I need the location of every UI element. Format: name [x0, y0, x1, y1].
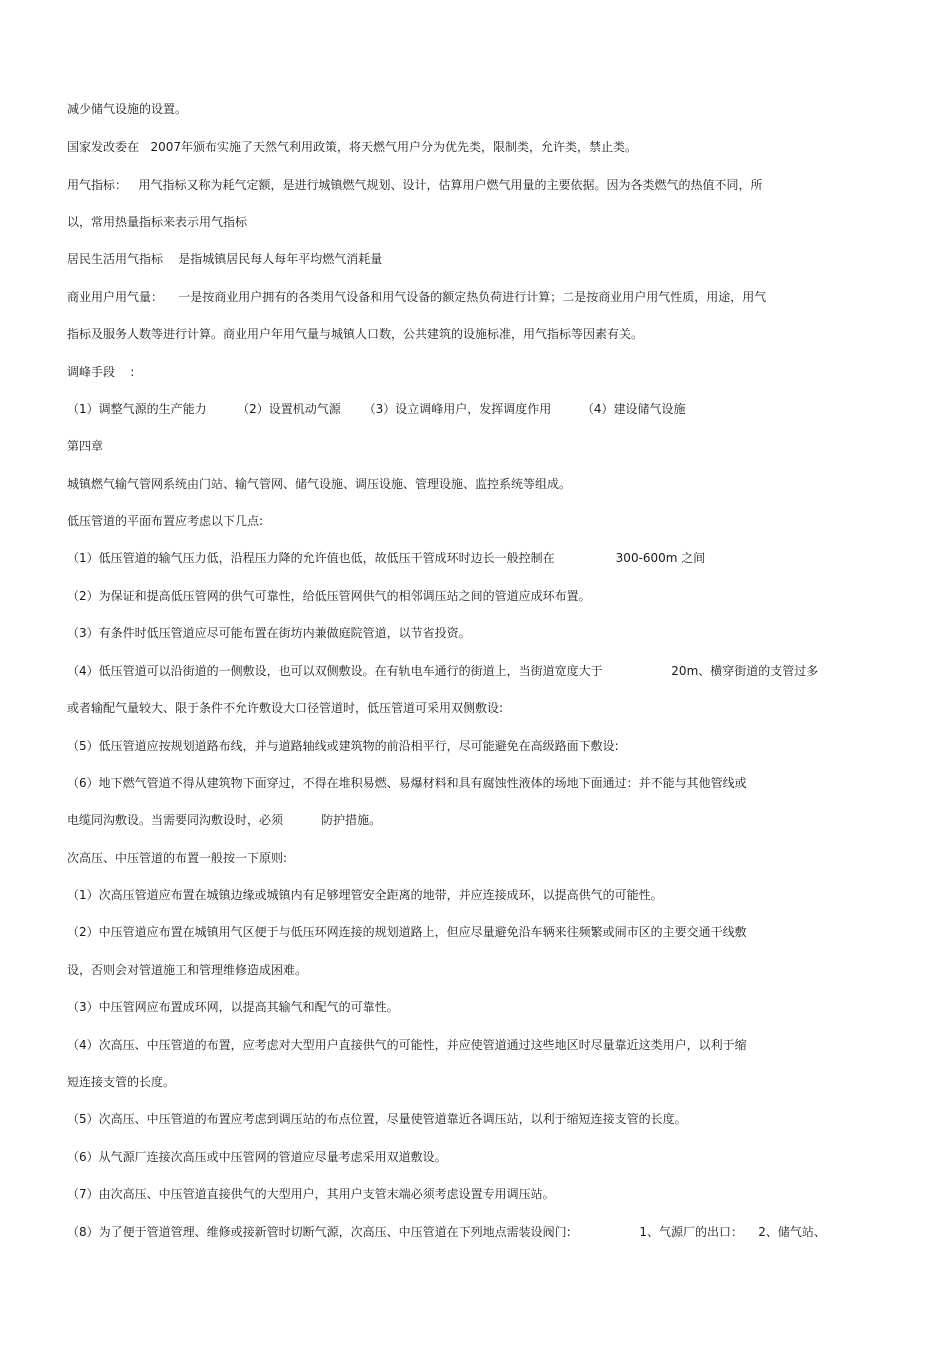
- text-line: （4）次高压、中压管道的布置，应考虑对大型用户直接供气的可能性，并应使管道通过这些地区时尽量靠近这类用户，以利于缩: [67, 1038, 747, 1052]
- text-line: （5）低压管道应按规划道路布线，并与道路轴线或建筑物的前沿相平行，尽可能避免在高级路面下敷设:: [67, 739, 619, 753]
- text-line: 居民生活用气指标 是指城镇居民每人每年平均燃气消耗量: [67, 252, 383, 266]
- text-line: （1）低压管道的输气压力低，沿程压力降的允许值也低，故低压干管成环时边长一般控制在 300-600m 之间: [67, 551, 706, 565]
- text-line: 次高压、中压管道的布置一般按一下原则:: [67, 851, 288, 865]
- text-line: （1）调整气源的生产能力 （2）设置机动气源 （3）设立调峰用户，发挥调度作用 （4）建设储气设施: [67, 402, 686, 416]
- text-line: 指标及服务人数等进行计算。商业用户年用气量与城镇人口数，公共建筑的设施标准，用气指标等因素有关。: [67, 327, 644, 341]
- text-line: （8）为了便于管道管理、维修或接新管时切断气源，次高压、中压管道在下列地点需装设阀门: 1、气源厂的出口： 2、储气站、: [67, 1225, 826, 1239]
- text-line: 用气指标： 用气指标又称为耗气定额，是进行城镇燃气规划、设计，估算用户燃气用量的主要依据。因为各类燃气的热值不同，所: [67, 178, 763, 192]
- text-line: （7）由次高压、中压管道直接供气的大型用户，其用户支管末端必须考虑设置专用调压站。: [67, 1187, 555, 1201]
- text-line: （3）中压管网应布置成环网，以提高其输气和配气的可靠性。: [67, 1000, 399, 1014]
- text-line: （2）为保证和提高低压管网的供气可靠性，给低压管网供气的相邻调压站之间的管道应成环布置。: [67, 589, 591, 603]
- text-line: 减少储气设施的设置。: [67, 102, 188, 116]
- chapter-heading: 第四章: [67, 439, 104, 453]
- text-line: （6）地下燃气管道不得从建筑物下面穿过，不得在堆积易燃、易爆材料和具有腐蚀性液体的场地下面通过：并不能与其他管线或: [67, 776, 747, 790]
- text-line: （4）低压管道可以沿街道的一侧敷设，也可以双侧敷设。在有轨电车通行的街道上，当街道宽度大于 20m、横穿街道的支管过多: [67, 664, 819, 678]
- text-line: 低压管道的平面布置应考虑以下几点:: [67, 514, 264, 528]
- text-line: 商业用户用气量： 一是按商业用户拥有的各类用气设备和用气设备的额定热负荷进行计算；二是按商业用户用气性质，用途，用气: [67, 290, 767, 304]
- text-line: （2）中压管道应布置在城镇用气区便于与低压环网连接的规划道路上，但应尽量避免沿车辆来往频繁或闹市区的主要交通干线敷: [67, 925, 747, 939]
- text-line: （1）次高压管道应布置在城镇边缘或城镇内有足够埋管安全距离的地带，并应连接成环，以提高供气的可能性。: [67, 888, 663, 902]
- text-line: 以，常用热量指标来表示用气指标: [67, 215, 248, 229]
- text-line: （6）从气源厂连接次高压或中压管网的管道应尽量考虑采用双道敷设。: [67, 1150, 447, 1164]
- text-line: （3）有条件时低压管道应尽可能布置在街坊内兼做庭院管道，以节省投资。: [67, 626, 471, 640]
- text-line: 国家发改委在 2007年颁布实施了天然气利用政策，将天燃气用户分为优先类，限制类，允许类，禁止类。: [67, 140, 637, 154]
- text-line: 城镇燃气输气管网系统由门站、输气管网、储气设施、调压设施、管理设施、监控系统等组成。: [67, 477, 572, 491]
- text-line: 短连接支管的长度。: [67, 1075, 176, 1089]
- text-line: 设，否则会对管道施工和管理维修造成困难。: [67, 963, 308, 977]
- text-line: 电缆同沟敷设。当需要同沟敷设时，必须 防护措施。: [67, 813, 382, 827]
- text-line: 调峰手段 :: [67, 365, 135, 379]
- text-line: 或者输配气量较大、限于条件不允许敷设大口径管道时，低压管道可采用双侧敷设:: [67, 701, 504, 715]
- text-line: （5）次高压、中压管道的布置应考虑到调压站的布点位置，尽量使管道靠近各调压站，以利于缩短连接支管的长度。: [67, 1112, 687, 1126]
